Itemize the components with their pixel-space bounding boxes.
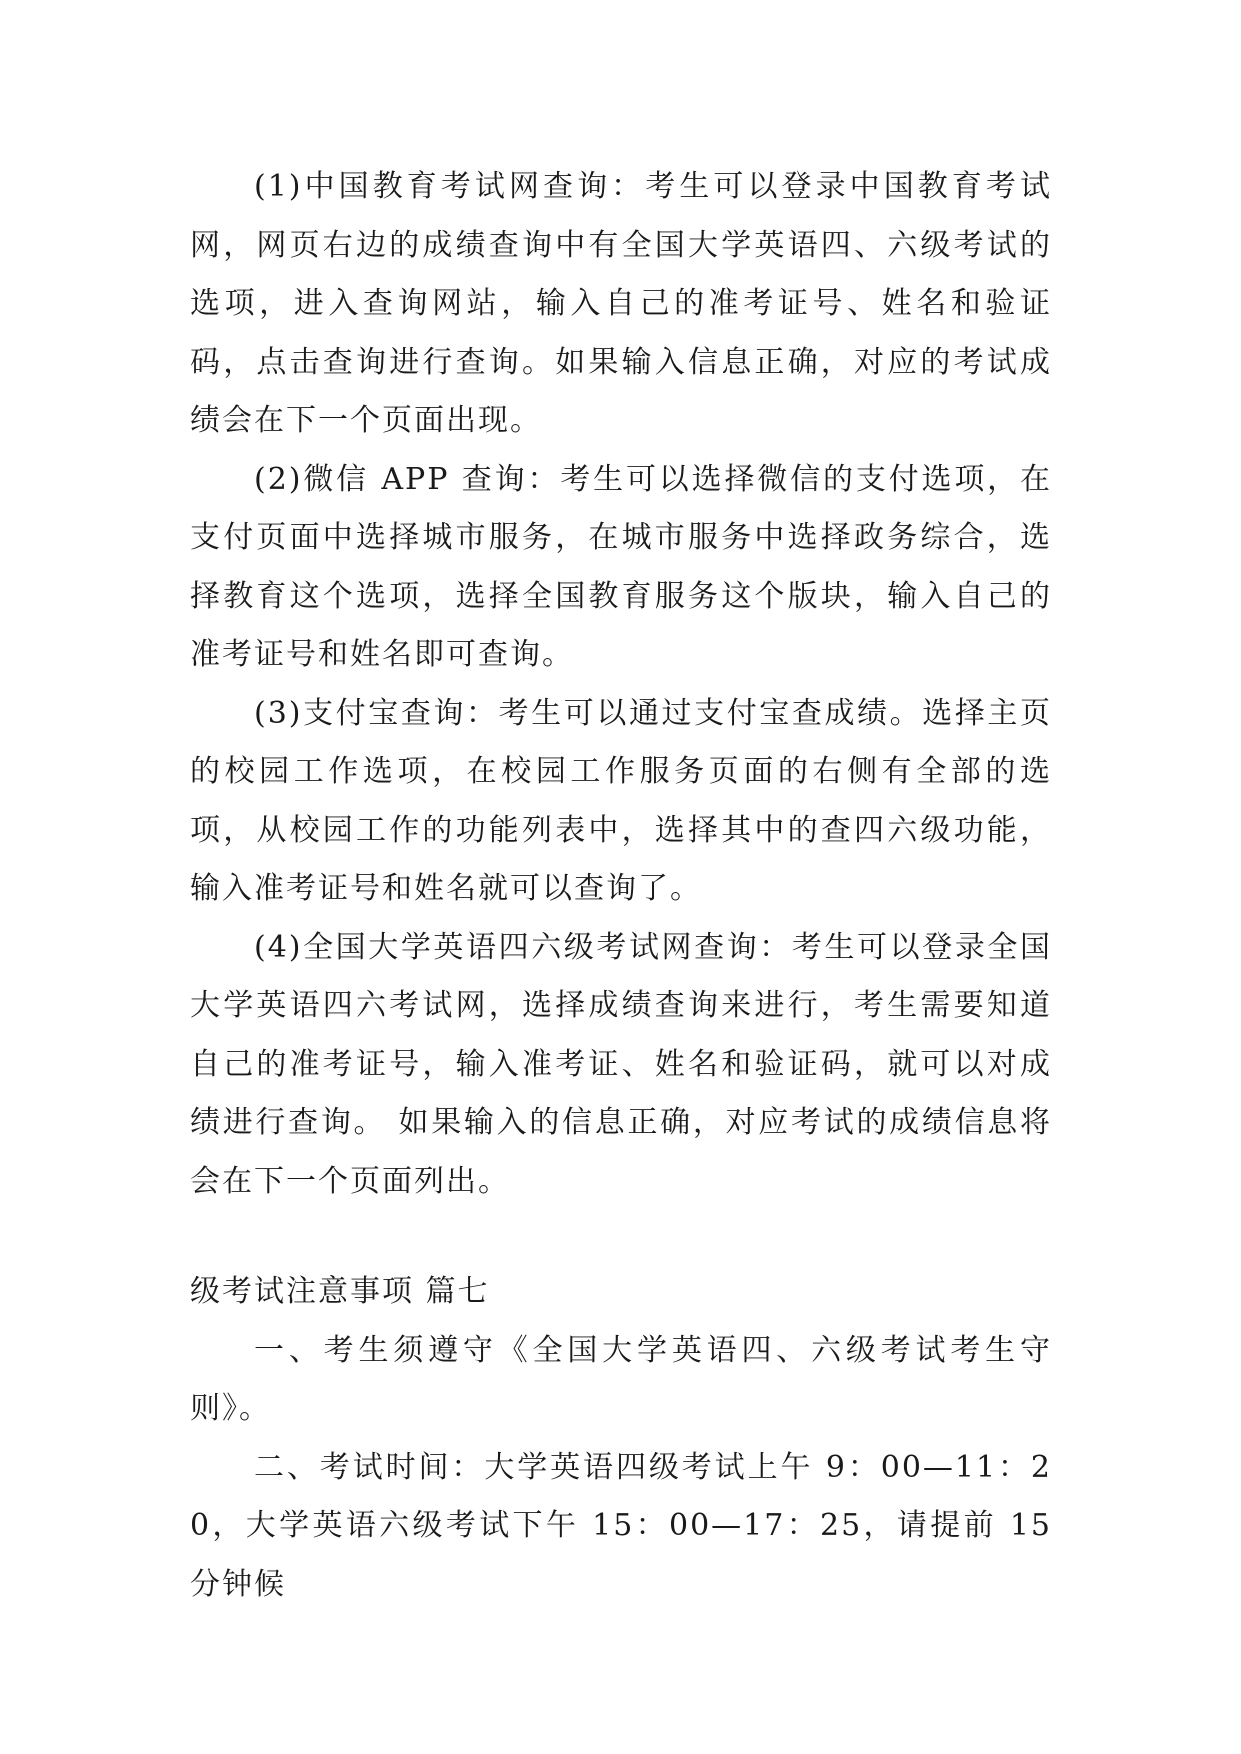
paragraph-wechat-query: (2)微信 APP 查询：考生可以选择微信的支付选项，在支付页面中选择城市服务，在城市服务中选择政务综合，选择教育这个选项，选择全国教育服务这个版块，输入自己的准考证号和姓名即可查询。 <box>190 461 1052 672</box>
paragraph-cet-website-query: (1)中国教育考试网查询：考生可以登录中国教育考试网，网页右边的成绩查询中有全国大学英语四、六级考试的选项，进入查询网站，输入自己的准考证号、姓名和验证码，点击查询进行查询。如果输入信息正确，对应的考试成绩会在下一个页面出现。 <box>190 169 1052 438</box>
paragraph-rule-two: 二、考试时间：大学英语四级考试上午 9：00—11：20，大学英语六级考试下午 15：00—17：25，请提前 15 分钟候 <box>190 1449 1052 1602</box>
paragraph-rule-one: 一、考生须遵守《全国大学英语四、六级考试考生守则》。 <box>190 1332 1052 1426</box>
section-title: 级考试注意事项 篇七 <box>190 1274 490 1309</box>
paragraph-alipay-query: (3)支付宝查询：考生可以通过支付宝查成绩。选择主页的校园工作选项，在校园工作服务页面的右侧有全部的选项，从校园工作的功能列表中，选择其中的查四六级功能，输入准考证号和姓名就可以查询了。 <box>190 695 1052 906</box>
paragraph-cet-official-query: (4)全国大学英语四六级考试网查询：考生可以登录全国大学英语四六考试网，选择成绩查询来进行，考生需要知道自己的准考证号，输入准考证、姓名和验证码，就可以对成绩进行查询。 如果输入的信息正确，对应考试的成绩信息将会在下一个页面列出。 <box>190 929 1052 1199</box>
document-body <box>190 158 1052 1614</box>
